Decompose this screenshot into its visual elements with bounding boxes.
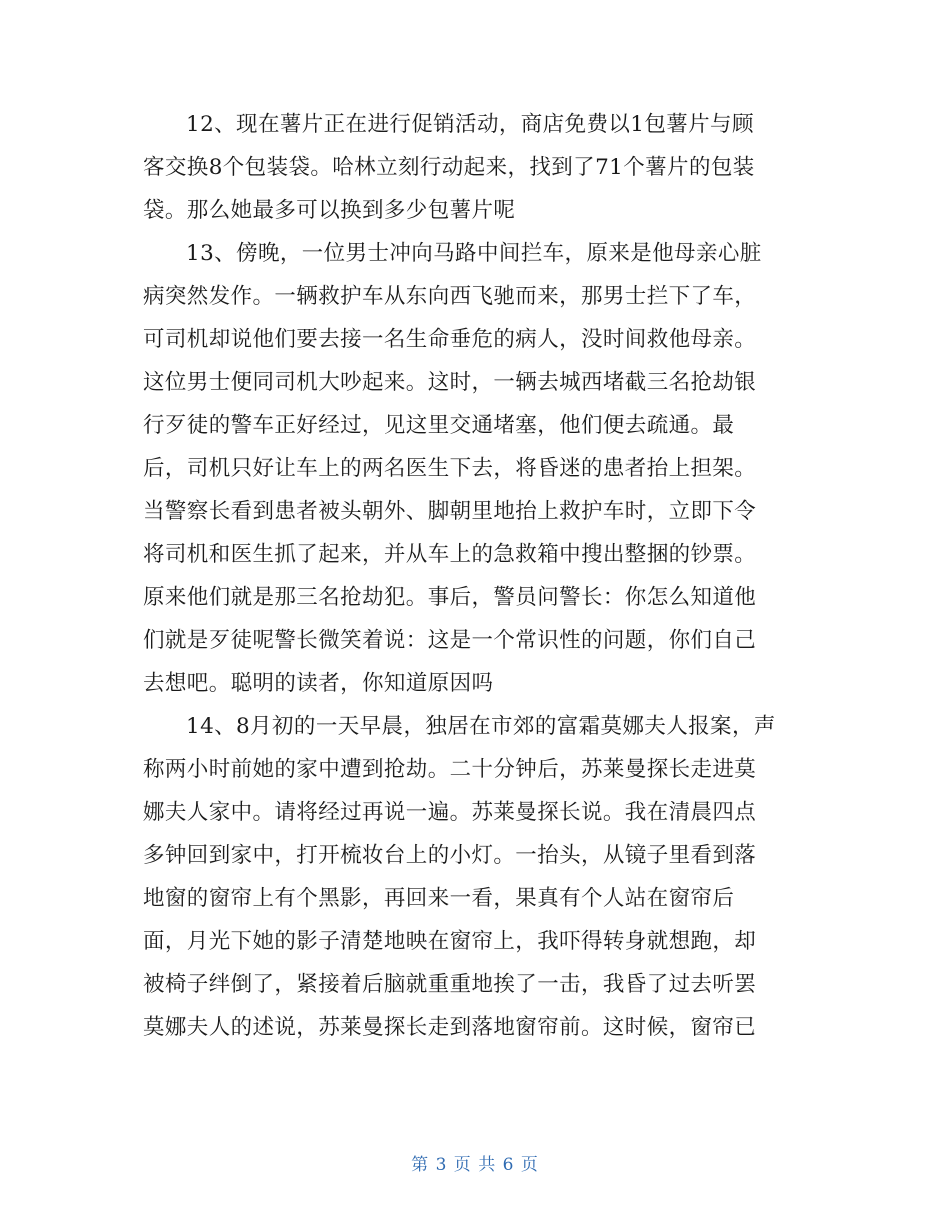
paragraph-14-line-1: 14、8月初的一天早晨，独居在市郊的富霜莫娜夫人报案，声	[186, 714, 776, 739]
paragraph-14-line-8: 莫娜夫人的述说，苏莱曼探长走到落地窗帘前。这时候，窗帘已	[143, 1015, 757, 1040]
page-number-footer: 第 3 页 共 6 页	[411, 1155, 539, 1175]
paragraph-13-line-5: 行歹徒的警车正好经过，见这里交通堵塞，他们便去疏通。最	[143, 413, 735, 438]
paragraph-13-line-4: 这位男士便同司机大吵起来。这时，一辆去城西堵截三名抢劫银	[143, 370, 757, 395]
paragraph-14-line-6: 面，月光下她的影子清楚地映在窗帘上，我吓得转身就想跑，却	[143, 929, 757, 954]
paragraph-14-line-5: 地窗的窗帘上有个黑影，再回来一看，果真有个人站在窗帘后	[143, 886, 735, 911]
paragraph-13-line-6: 后，司机只好让车上的两名医生下去，将昏迷的患者抬上担架。	[143, 456, 757, 481]
paragraph-13-line-1: 13、傍晚，一位男士冲向马路中间拦车，原来是他母亲心脏	[186, 241, 762, 266]
paragraph-14-line-7: 被椅子绊倒了，紧接着后脑就重重地挨了一击，我昏了过去听罢	[143, 972, 757, 997]
paragraph-13-line-8: 将司机和医生抓了起来，并从车上的急救箱中搜出整捆的钞票。	[143, 542, 757, 567]
paragraph-13-line-11: 去想吧。聪明的读者，你知道原因吗	[143, 671, 494, 696]
paragraph-13-line-2: 病突然发作。一辆救护车从东向西飞驰而来，那男士拦下了车，	[143, 284, 757, 309]
paragraph-13-line-3: 可司机却说他们要去接一名生命垂危的病人，没时间救他母亲。	[143, 327, 757, 352]
paragraph-12-line-1: 12、现在薯片正在进行促销活动，商店免费以1包薯片与顾	[186, 112, 754, 137]
paragraph-13-line-7: 当警察长看到患者被头朝外、脚朝里地抬上救护车时，立即下令	[143, 499, 757, 524]
paragraph-14-line-4: 多钟回到家中，打开梳妆台上的小灯。一抬头，从镜子里看到落	[143, 843, 757, 868]
paragraph-12-line-3: 袋。那么她最多可以换到多少包薯片呢	[143, 198, 516, 223]
paragraph-14-line-2: 称两小时前她的家中遭到抢劫。二十分钟后，苏莱曼探长走进莫	[143, 757, 757, 782]
paragraph-13-line-10: 们就是歹徒呢警长微笑着说：这是一个常识性的问题，你们自己	[143, 628, 757, 653]
paragraph-14-line-3: 娜夫人家中。请将经过再说一遍。苏莱曼探长说。我在清晨四点	[143, 800, 757, 825]
paragraph-13-line-9: 原来他们就是那三名抢劫犯。事后，警员问警长：你怎么知道他	[143, 585, 757, 610]
paragraph-12-line-2: 客交换8个包装袋。哈林立刻行动起来，找到了71个薯片的包装	[143, 155, 755, 180]
